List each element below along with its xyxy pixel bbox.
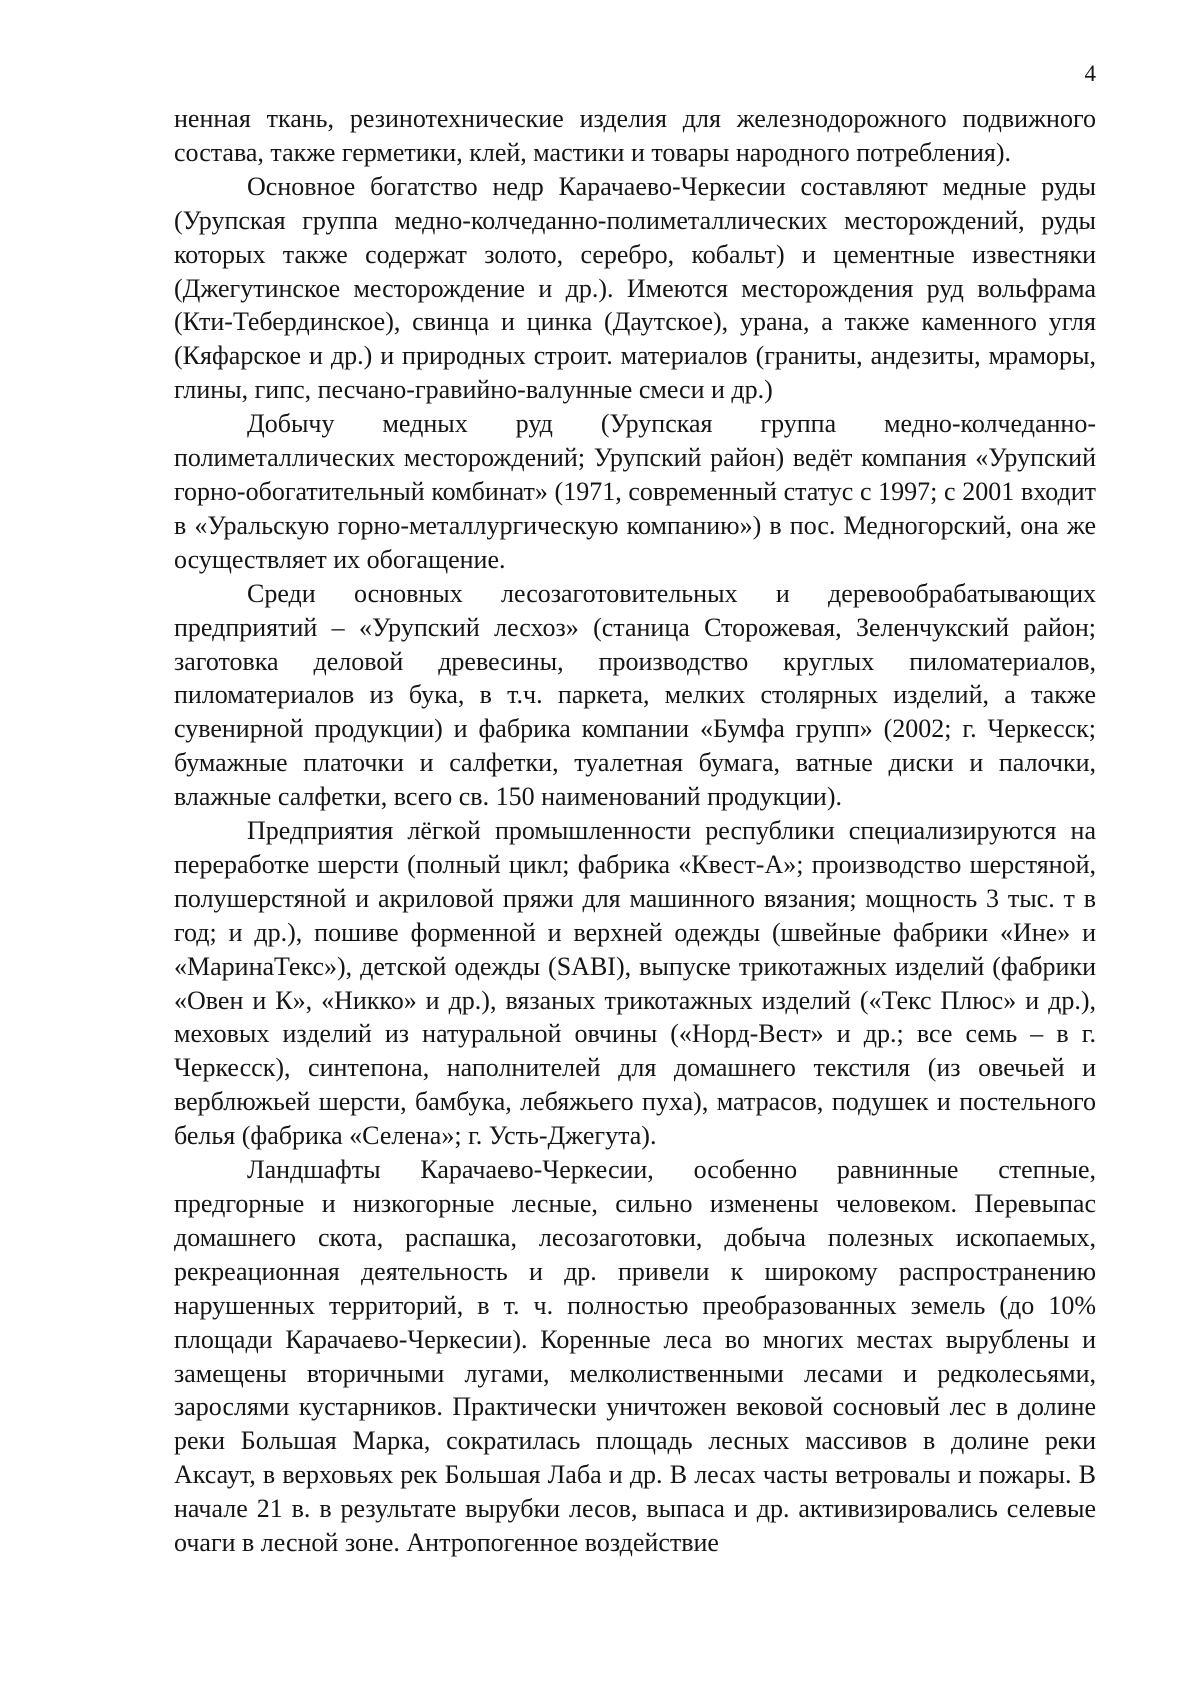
- paragraph-copper-mining: Добычу медных руд (Урупская группа медно-колчеданно-полиметаллических месторождений; Урупский район) ведёт компания «Урупский горно-обогатительный комбинат» (1971, современный статус с 1997; с 2001 входит в «Уральскую горно-металлургическую компанию») в пос. Медногорский, она же осуществляет их обогащение.: [174, 409, 1096, 574]
- paragraph-forestry: Среди основных лесозаготовительных и деревообрабатывающих предприятий – «Урупский лесхоз» (станица Сторожевая, Зеленчукский район; заготовка деловой древесины, производство круглых пиломатериалов, пиломатериалов из бука, в т.ч. паркета, мелких столярных изделий, а также сувенирной продукции) и фабрика компании «Бумфа групп» (2002; г. Черкесск; бумажные платочки и салфетки, туалетная бумага, ватные диски и палочки, влажные салфетки, всего св. 150 наименований продукции).: [174, 578, 1096, 812]
- paragraph-landscapes: Ландшафты Карачаево-Черкесии, особенно равнинные степные, предгорные и низкогорные лесные, сильно изменены человеком. Перевыпас домашнего скота, распашка, лесозаготовки, добыча полезных ископаемых, рекреационная деятельность и др. привели к широкому распространению нарушенных территорий, в т. ч. полностью преобразованных земель (до 10% площади Карачаево-Черкесии). Коренные леса во многих местах вырублены и замещены вторичными лугами, мелколиственными лесами и редколесьями, зарослями кустарников. Практически уничтожен вековой сосновый лес в долине реки Большая Марка, сократилась площадь лесных массивов в долине реки Аксаут, в верховьях рек Большая Лаба и др. В лесах часты ветровалы и пожары. В начале 21 в. в результате вырубки лесов, выпаса и др. активизировались селевые очаги в лесной зоне. Антропогенное воздействие: [174, 1155, 1096, 1558]
- paragraph-mineral-resources: Основное богатство недр Карачаево-Черкесии составляют медные руды (Урупская группа медно-колчеданно-полиметаллических месторождений, руды которых также содержат золото, серебро, кобальт) и цементные известняки (Джегутинское месторождение и др.). Имеются месторождения руд вольфрама (Кти-Тебердинское), свинца и цинка (Даутское), урана, а также каменного угля (Кяфарское и др.) и природных строит. материалов (граниты, андезиты, мраморы, глины, гипс, песчано-гравийно-валунные смеси и др.): [174, 171, 1096, 405]
- document-body: [174, 102, 1096, 1560]
- paragraph-continuation: ненная ткань, резинотехнические изделия для железнодорожного подвижного состава, также герметики, клей, мастики и товары народного потребления).: [174, 104, 1096, 167]
- page-number: 4: [1084, 61, 1096, 86]
- paragraph-light-industry: Предприятия лёгкой промышленности республики специализируются на переработке шерсти (полный цикл; фабрика «Квест-А»; производство шерстяной, полушерстяной и акриловой пряжи для машинного вязания; мощность 3 тыс. т в год; и др.), пошиве форменной и верхней одежды (швейные фабрики «Ине» и «МаринаТекс»), детской одежды (SABI), выпуске трикотажных изделий (фабрики «Овен и К», «Никко» и др.), вязаных трикотажных изделий («Текс Плюс» и др.), меховых изделий из натуральной овчины («Норд-Вест» и др.; все семь – в г. Черкесск), синтепона, наполнителей для домашнего текстиля (из овечьей и верблюжьей шерсти, бамбука, лебяжьего пуха), матрасов, подушек и постельного белья (фабрика «Селена»; г. Усть-Джегута).: [174, 816, 1096, 1151]
